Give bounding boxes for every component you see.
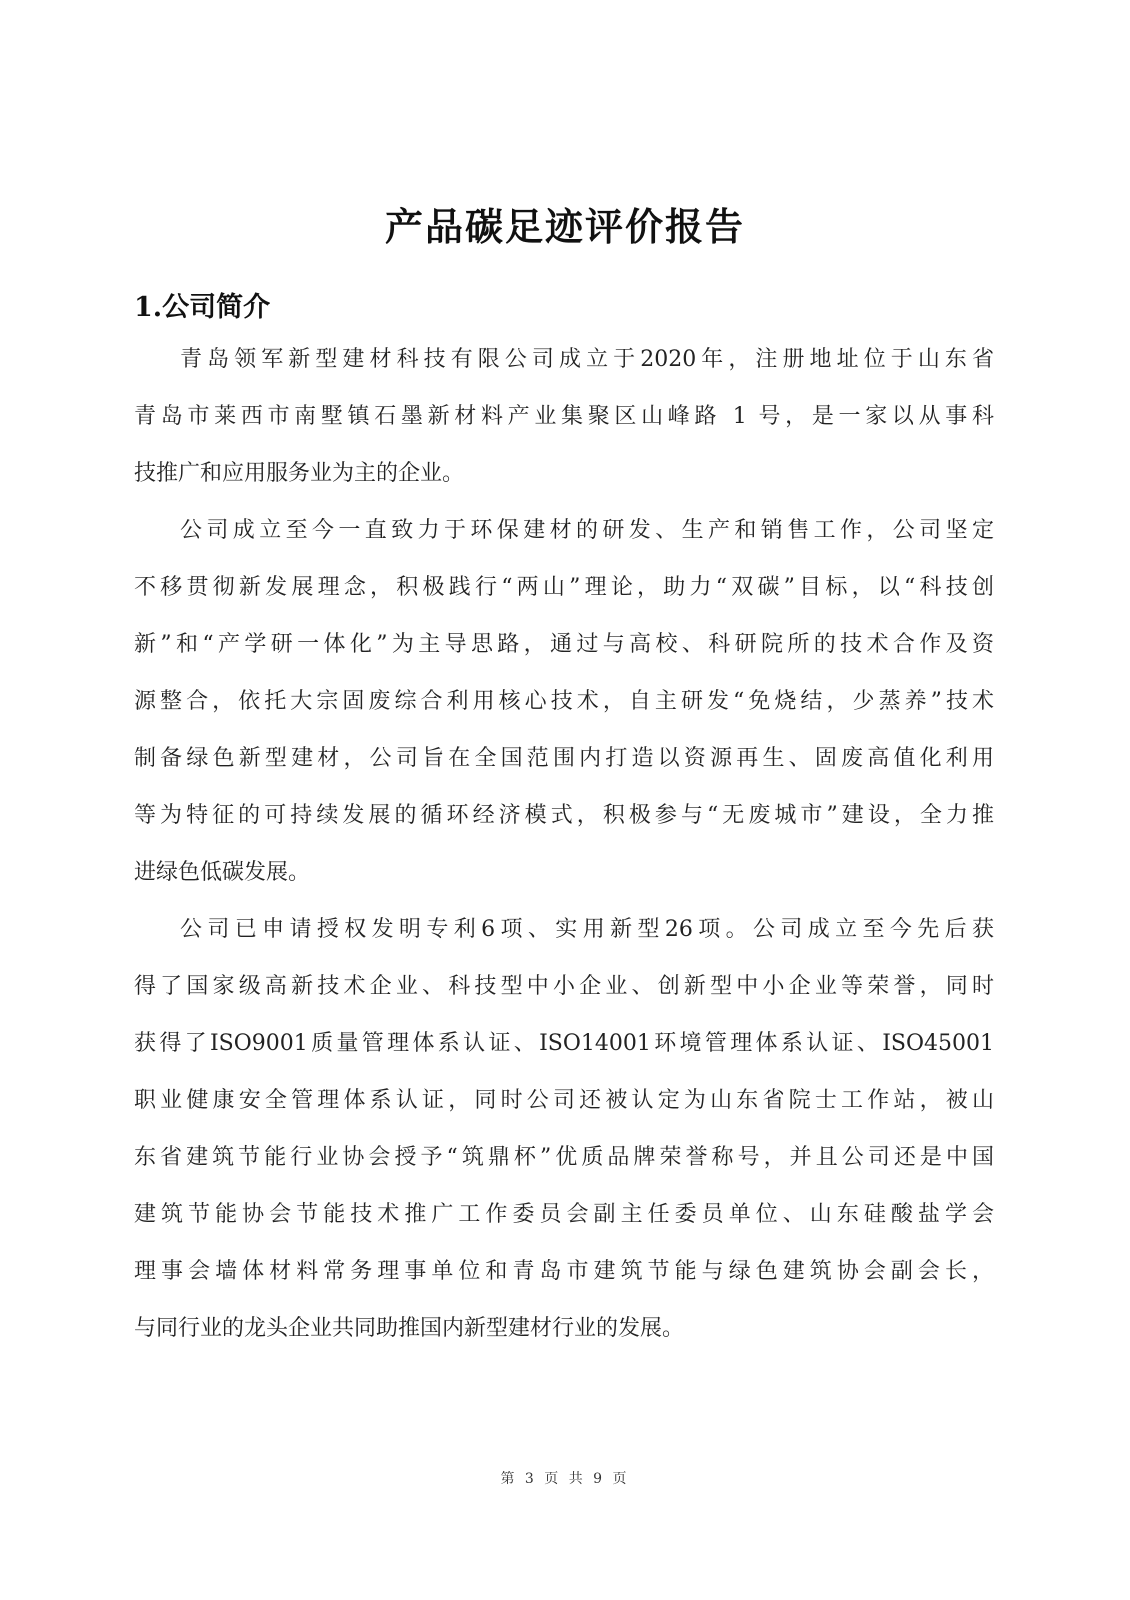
paragraph-2-line-3: 新”和“产学研一体化”为主导思路，通过与高校、科研院所的技术合作及资 <box>134 632 994 657</box>
paragraph-1-line-2: 青岛市莱西市南墅镇石墨新材料产业集聚区山峰路 1 号，是一家以从事科 <box>134 404 994 429</box>
paragraph-2-line-5: 制备绿色新型建材，公司旨在全国范围内打造以资源再生、固废高值化利用 <box>134 746 994 771</box>
paragraph-2-line-6: 等为特征的可持续发展的循环经济模式，积极参与“无废城市”建设，全力推 <box>134 803 994 828</box>
paragraph-3-line-6: 建筑节能协会节能技术推广工作委员会副主任委员单位、山东硅酸盐学会 <box>134 1202 994 1227</box>
page-number-footer: 第 3 页 共 9 页 <box>500 1471 630 1487</box>
paragraph-2-line-7: 进绿色低碳发展。 <box>134 860 311 885</box>
document-title: 产品碳足迹评价报告 <box>384 204 745 249</box>
paragraph-2-line-4: 源整合，依托大宗固废综合利用核心技术，自主研发“免烧结，少蒸养”技术 <box>134 689 994 714</box>
paragraph-2-line-1: 公司成立至今一直致力于环保建材的研发、生产和销售工作，公司坚定 <box>180 518 994 543</box>
paragraph-2-line-2: 不移贯彻新发展理念，积极践行“两山”理论，助力“双碳”目标，以“科技创 <box>134 575 994 600</box>
paragraph-3-line-3: 获得了ISO9001质量管理体系认证、ISO14001环境管理体系认证、ISO45001 <box>134 1031 994 1056</box>
paragraph-3-line-8: 与同行业的龙头企业共同助推国内新型建材行业的发展。 <box>134 1316 685 1341</box>
section-heading: 1.公司简介 <box>134 292 271 323</box>
paragraph-3-line-2: 得了国家级高新技术企业、科技型中小企业、创新型中小企业等荣誉，同时 <box>134 974 994 999</box>
paragraph-3-line-5: 东省建筑节能行业协会授予“筑鼎杯”优质品牌荣誉称号，并且公司还是中国 <box>134 1145 994 1170</box>
paragraph-3-line-7: 理事会墙体材料常务理事单位和青岛市建筑节能与绿色建筑协会副会长， <box>134 1259 994 1284</box>
paragraph-1-line-1: 青岛领军新型建材科技有限公司成立于2020年，注册地址位于山东省 <box>180 347 994 372</box>
paragraph-3-line-1: 公司已申请授权发明专利6项、实用新型26项。公司成立至今先后获 <box>180 917 994 942</box>
paragraph-1-line-3: 技推广和应用服务业为主的企业。 <box>134 461 465 486</box>
paragraph-3-line-4: 职业健康安全管理体系认证，同时公司还被认定为山东省院士工作站，被山 <box>134 1088 994 1113</box>
